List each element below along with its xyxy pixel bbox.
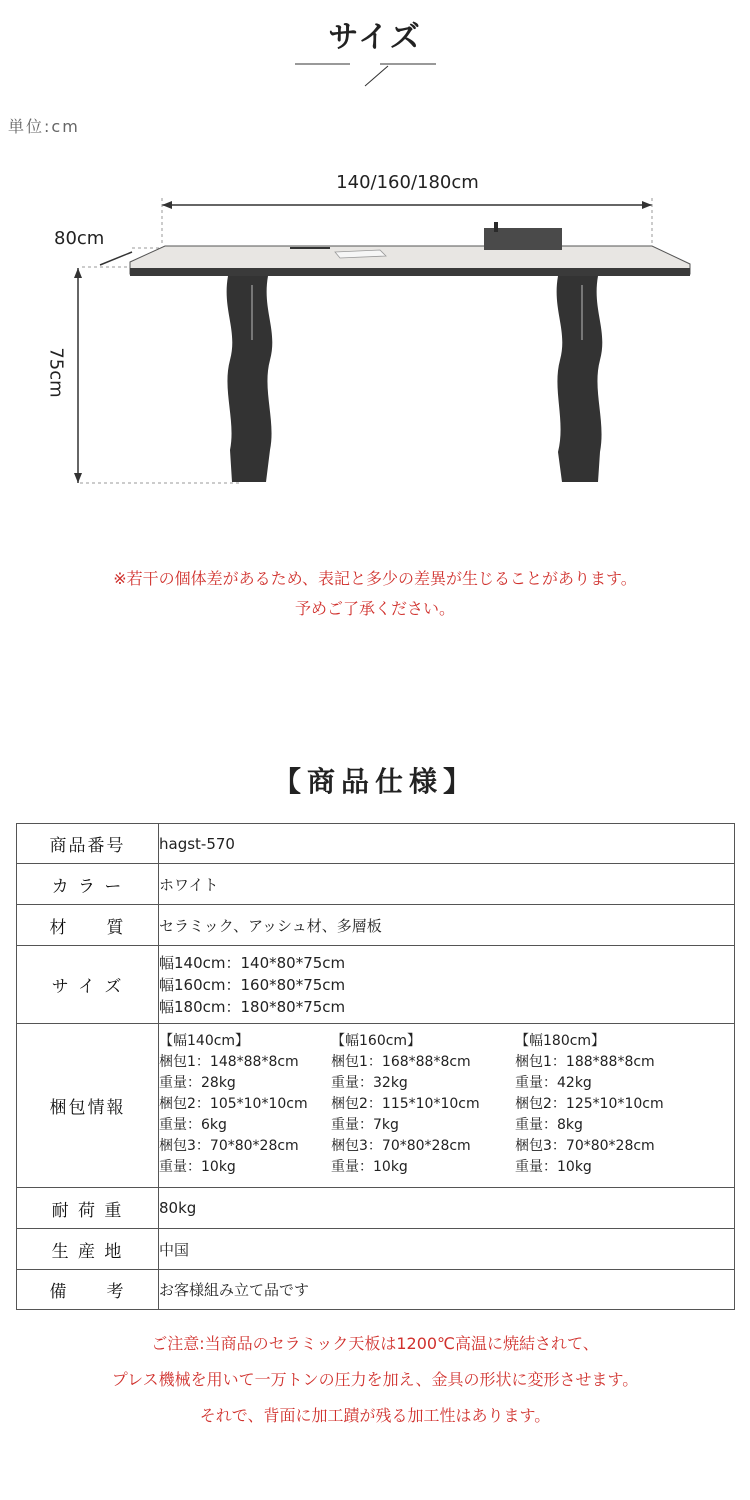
spec-row-color (17, 864, 735, 905)
packaging-line: 梱包2：105*10*10cm (159, 1096, 308, 1112)
spec-value: ホワイト (159, 864, 735, 905)
spec-value: お客様組み立て品です (159, 1270, 735, 1310)
packaging-heading: 【幅140cm】 (159, 1033, 250, 1049)
packaging-line: 重量：10kg (159, 1159, 236, 1175)
packaging-heading: 【幅160cm】 (331, 1033, 422, 1049)
depth-dimension-label: 80cm (54, 228, 105, 249)
packaging-line: 重量：8kg (515, 1117, 583, 1133)
packaging-line: 梱包3：70*80*28cm (159, 1138, 299, 1154)
title-underline-decoration (290, 58, 440, 88)
spec-value: hagst-570 (159, 824, 735, 864)
spec-value: セラミック、アッシュ材、多層板 (159, 905, 735, 946)
packaging-line: 梱包1：168*88*8cm (331, 1054, 471, 1070)
width-dimension-label: 140/160/180cm (336, 172, 479, 193)
table-illustration (0, 190, 750, 500)
spec-value: 80kg (159, 1188, 735, 1229)
spec-row-material (17, 905, 735, 946)
caution-line-3: それで、背面に加工蹟が残る加工性はあります。 (199, 1406, 551, 1425)
packaging-line: 梱包1：148*88*8cm (159, 1054, 299, 1070)
size-variance-note (0, 564, 750, 624)
height-dimension-label: 75cm (45, 347, 67, 398)
packaging-line: 重量：28kg (159, 1075, 236, 1091)
size-line: 幅180cm：180*80*75cm (159, 997, 346, 1016)
spec-table (16, 823, 735, 1310)
size-line: 幅140cm：140*80*75cm (159, 953, 346, 972)
caution-line-1: ご注意:当商品のセラミック天板は1200℃高温に焼結されて、 (151, 1334, 599, 1353)
packaging-line: 重量：10kg (331, 1159, 408, 1175)
spec-label: 備 考 (17, 1270, 159, 1310)
packaging-line: 梱包3：70*80*28cm (331, 1138, 471, 1154)
packaging-line: 梱包3：70*80*28cm (515, 1138, 655, 1154)
caution-line-2: プレス機械を用いて一万トンの圧力を加え、金具の形状に変形させます。 (111, 1370, 639, 1389)
spec-label: 商品番号 (17, 824, 159, 864)
packaging-line: 梱包2：115*10*10cm (331, 1096, 480, 1112)
spec-label: カ ラ ー (17, 864, 159, 905)
spec-row-load-capacity (17, 1188, 735, 1229)
spec-row-remarks (17, 1270, 735, 1310)
packaging-grid (159, 1027, 734, 1184)
spec-label: 材 質 (17, 905, 159, 946)
packaging-column-160 (331, 1031, 515, 1178)
spec-row-product-number (17, 824, 735, 864)
packaging-line: 重量：10kg (515, 1159, 592, 1175)
size-note-line-2: 予めご了承ください。 (294, 599, 455, 618)
packaging-column-140 (159, 1031, 331, 1178)
spec-label: サ イ ズ (17, 946, 159, 1024)
spec-row-origin (17, 1229, 735, 1270)
spec-label: 梱包情報 (17, 1024, 159, 1188)
spec-section-title: 【商品仕様】 (272, 765, 477, 798)
packaging-line: 重量：32kg (331, 1075, 408, 1091)
spec-row-size (17, 946, 735, 1024)
packaging-column-180 (515, 1031, 695, 1178)
spec-value (159, 1024, 735, 1188)
spec-value: 中国 (159, 1229, 735, 1270)
unit-label: 単位:cm (8, 117, 80, 136)
packaging-line: 重量：6kg (159, 1117, 227, 1133)
size-line: 幅160cm：160*80*75cm (159, 975, 346, 994)
caution-note (0, 1326, 750, 1434)
section-title-size: サイズ (328, 20, 422, 55)
spec-label: 生 産 地 (17, 1229, 159, 1270)
packaging-line: 梱包1：188*88*8cm (515, 1054, 655, 1070)
packaging-line: 重量：42kg (515, 1075, 592, 1091)
packaging-line: 梱包2：125*10*10cm (515, 1096, 664, 1112)
spec-label: 耐 荷 重 (17, 1188, 159, 1229)
packaging-heading: 【幅180cm】 (515, 1033, 606, 1049)
packaging-line: 重量：7kg (331, 1117, 399, 1133)
spec-value (159, 946, 735, 1024)
spec-row-packaging (17, 1024, 735, 1188)
size-note-line-1: ※若干の個体差があるため、表記と多少の差異が生じることがあります。 (113, 569, 637, 588)
